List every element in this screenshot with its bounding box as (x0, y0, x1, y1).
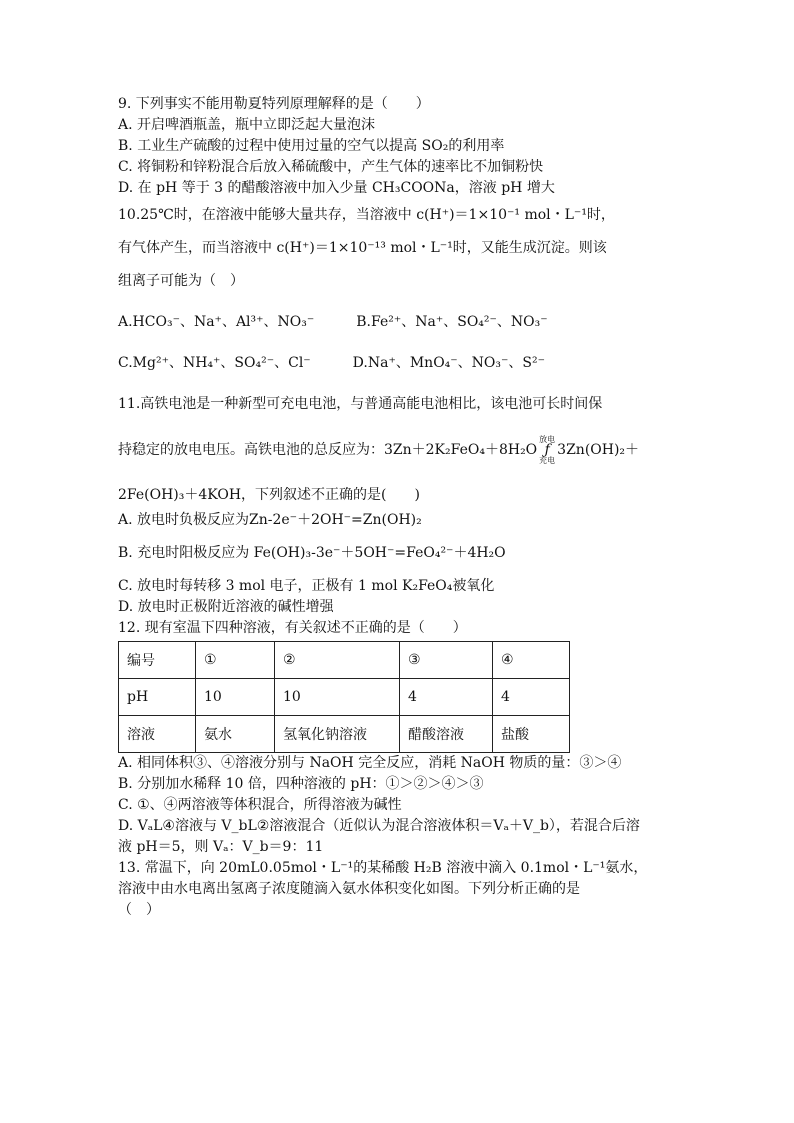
q13-line-3: （ ） (118, 902, 160, 918)
q12-stem: 12. 现有室温下四种溶液，有关叙述不正确的是（ ） (118, 620, 467, 636)
q12-table (118, 641, 570, 753)
charge-label: 充电 (539, 456, 556, 465)
table-cell: ① (196, 642, 275, 679)
q10-line-1: 10.25℃时，在溶液中能够大量共存，当溶液中 c(H⁺)＝1×10⁻¹ mol・L⁻¹时， (118, 207, 615, 223)
table-cell: pH (119, 679, 196, 716)
table-cell: 醋酸溶液 (400, 716, 493, 753)
table-row (119, 642, 570, 679)
q11-reaction-left: 持稳定的放电电压。高铁电池的总反应为：3Zn＋2K₂FeO₄＋8H₂O (118, 442, 538, 458)
table-cell: 编号 (119, 642, 196, 679)
exam-page (118, 94, 678, 921)
q9-stem: 9. 下列事实不能用勒夏特列原理解释的是（ ） (118, 96, 430, 112)
table-row (119, 679, 570, 716)
table-cell: 盐酸 (493, 716, 570, 753)
table-cell: ④ (493, 642, 570, 679)
q11-option-d: D. 放电时正极附近溶液的碱性增强 (118, 599, 334, 615)
q12-option-c: C. ①、④两溶液等体积混合，所得溶液为碱性 (118, 797, 402, 813)
q11-line-1: 11.高铁电池是一种新型可充电电池，与普通高能电池相比，该电池可长时间保 (118, 396, 603, 412)
q11-line-3: 2Fe(OH)₃＋4KOH，下列叙述不正确的是( ) (118, 487, 420, 503)
reversible-arrow (539, 435, 555, 465)
q9-option-b: B. 工业生产硫酸的过程中使用过量的空气以提高 SO₂的利用率 (118, 138, 505, 154)
q11-reaction-right: 3Zn(OH)₂＋ (557, 442, 640, 458)
q9-option-c: C. 将铜粉和锌粉混合后放入稀硫酸中，产生气体的速率比不加铜粉快 (118, 159, 544, 175)
q11-line-2 (118, 435, 678, 465)
q11-option-c: C. 放电时每转移 3 mol 电子，正极有 1 mol K₂FeO₄被氧化 (118, 578, 495, 594)
equilibrium-arrow-icon: ƒ (544, 442, 550, 458)
q12-option-a: A. 相同体积③、④溶液分别与 NaOH 完全反应，消耗 NaOH 物质的量：③＞④ (118, 755, 622, 771)
table-cell: 10 (196, 679, 275, 716)
table-cell: ③ (400, 642, 493, 679)
q11-option-b: B. 充电时阳极反应为 Fe(OH)₃-3e⁻＋5OH⁻=FeO₄²⁻＋4H₂O (118, 545, 506, 561)
q10-line-2: 有气体产生，而当溶液中 c(H⁺)＝1×10⁻¹³ mol・L⁻¹时，又能生成沉淀。则该 (118, 240, 607, 256)
q9-option-a: A. 开启啤酒瓶盖，瓶中立即泛起大量泡沫 (118, 117, 376, 133)
discharge-label: 放电 (539, 435, 556, 444)
table-cell: 10 (275, 679, 400, 716)
table-cell: 氢氧化钠溶液 (275, 716, 400, 753)
table-cell: 溶液 (119, 716, 196, 753)
q10-options-ab: A.HCO₃⁻、Na⁺、Al³⁺、NO₃⁻ B.Fe²⁺、Na⁺、SO₄²⁻、NO₃⁻ (118, 314, 548, 330)
table-cell: 氨水 (196, 716, 275, 753)
q10-options-cd: C.Mg²⁺、NH₄⁺、SO₄²⁻、Cl⁻ D.Na⁺、MnO₄⁻、NO₃⁻、S²⁻ (118, 355, 545, 371)
q12-option-d-line-2: 液 pH＝5，则 Vₐ：V_b＝9：11 (118, 839, 324, 855)
table-row (119, 716, 570, 753)
q13-line-2: 溶液中由水电离出氢离子浓度随滴入氨水体积变化如图。下列分析正确的是 (118, 881, 580, 897)
q9-option-d: D. 在 pH 等于 3 的醋酸溶液中加入少量 CH₃COONa，溶液 pH 增大 (118, 180, 555, 196)
table-cell: ② (275, 642, 400, 679)
q10-line-3: 组离子可能为（ ） (118, 273, 244, 289)
q12-option-b: B. 分别加水稀释 10 倍，四种溶液的 pH：①＞②＞④＞③ (118, 776, 484, 792)
q13-line-1: 13. 常温下，向 20mL0.05mol・L⁻¹的某稀酸 H₂B 溶液中滴入 0.1mol・L⁻¹氨水， (118, 860, 648, 876)
q11-option-a: A. 放电时负极反应为Zn-2e⁻＋2OH⁻=Zn(OH)₂ (118, 512, 422, 528)
table-cell: 4 (400, 679, 493, 716)
table-cell: 4 (493, 679, 570, 716)
q12-option-d-line-1: D. VₐL④溶液与 V_bL②溶液混合（近似认为混合溶液体积＝Vₐ＋V_b），若混合后溶 (118, 818, 640, 834)
